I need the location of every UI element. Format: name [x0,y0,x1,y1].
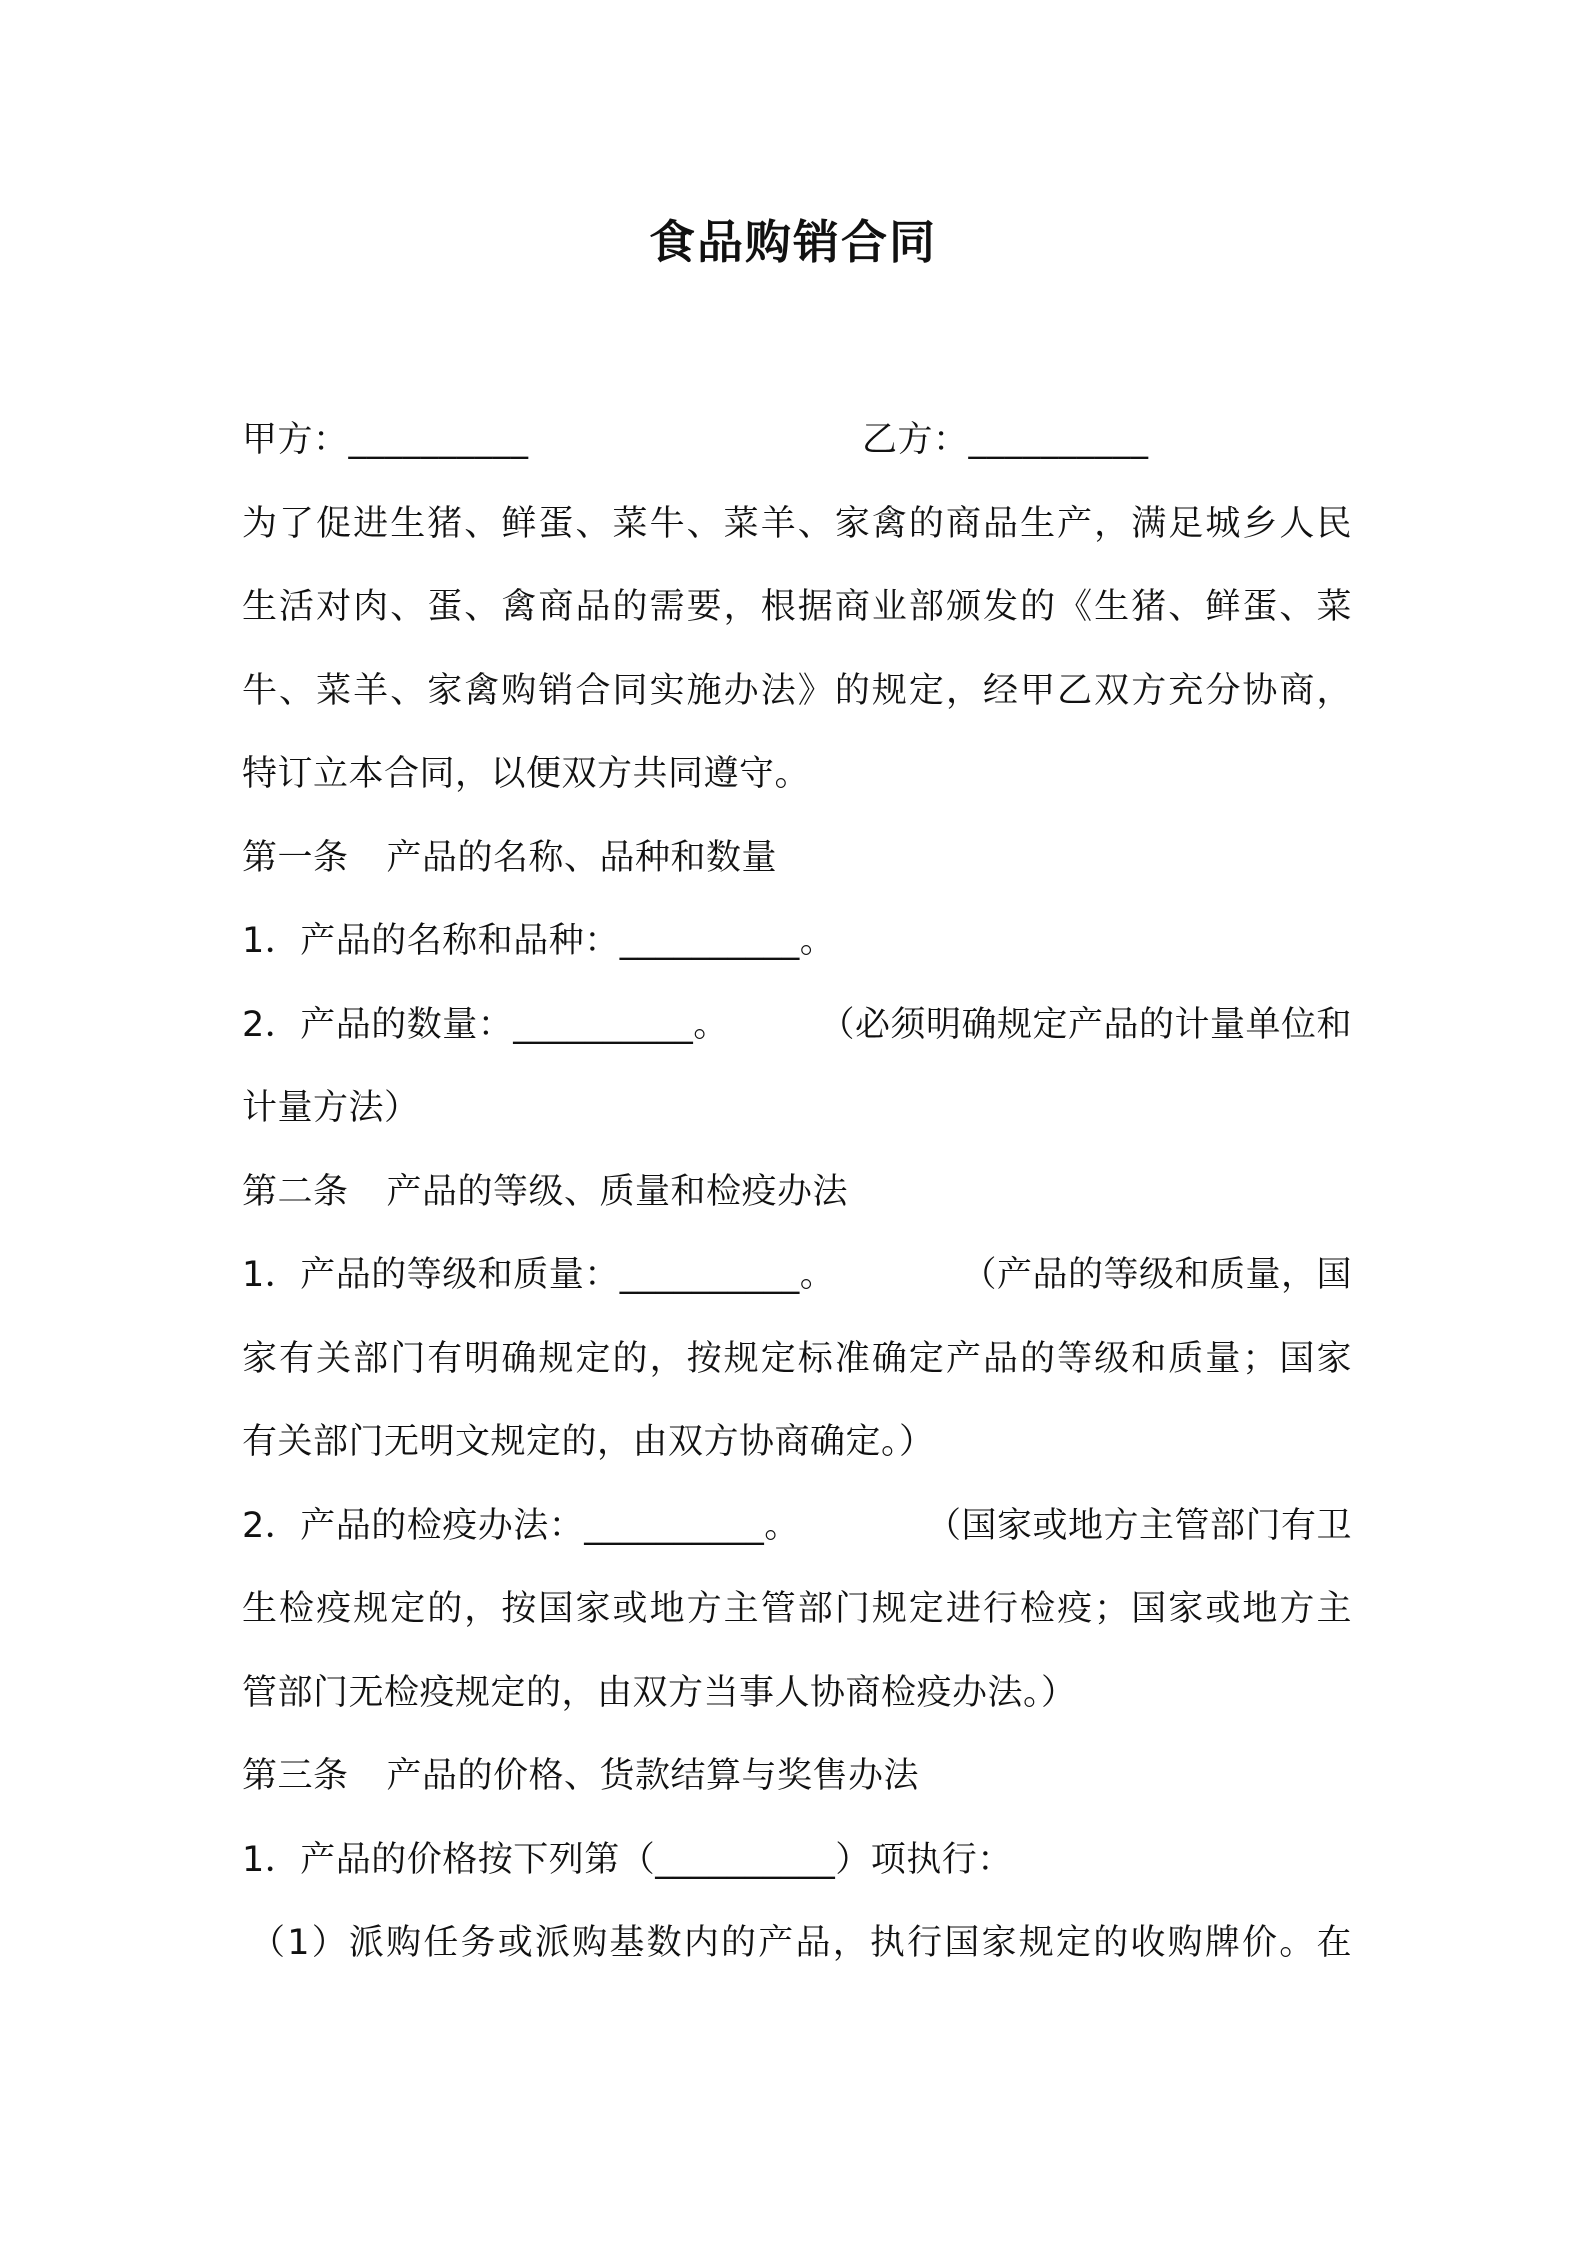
article-1-item-2-text: 2．产品的数量：__________。 [242,1004,729,1045]
article-2-item-1-note-cont-2: 有关部门无明文规定的，由双方协商确定。） [242,1422,935,1462]
article-1-number: 第一条 [242,837,349,878]
article-2-item-1 [242,1245,1352,1329]
intro-line-3: 牛、菜羊、家禽购销合同实施办法》的规定，经甲乙双方充分协商， [242,670,1352,711]
article-1-item-2-note: （必须明确规定产品的计量单位和 [819,1004,1352,1045]
parties-row [242,410,1352,494]
article-3-sub-item-1: （1）派购任务或派购基数内的产品，执行国家规定的收购牌价。在 [250,1923,1352,1963]
article-1-item-2 [242,995,1352,1079]
article-2-item-2-note-cont-2: 管部门无检疫规定的，由双方当事人协商检疫办法。） [242,1672,1077,1713]
article-2-item-1-note: （产品的等级和质量，国 [961,1255,1352,1295]
article-2-item-2-note-cont-1: 生检疫规定的，按国家或地方主管部门规定进行检疫；国家或地方主 [242,1589,1352,1629]
party-b-field: 乙方：__________ [862,420,1149,460]
article-2-item-1-text: 1．产品的等级和质量：__________。 [242,1255,836,1295]
article-3-heading [242,1746,1352,1830]
article-3-item-1: 1．产品的价格按下列第（__________）项执行： [242,1839,1013,1880]
document-title: 食品购销合同 [649,215,937,269]
intro-line-2: 生活对肉、蛋、禽商品的需要，根据商业部颁发的《生猪、鲜蛋、菜 [242,587,1352,627]
article-1-item-2-note-cont: 计量方法） [242,1088,420,1128]
document-body [242,410,1352,1997]
article-2-item-1-note-cont-1: 家有关部门有明确规定的，按规定标准确定产品的等级和质量；国家 [242,1338,1352,1379]
intro-line-1: 为了促进生猪、鲜蛋、菜牛、菜羊、家禽的商品生产，满足城乡人民 [242,503,1352,544]
intro-line-4: 特订立本合同，以便双方共同遵守。 [242,754,811,794]
party-a-field: 甲方：__________ [242,420,529,460]
article-3-title: 产品的价格、货款结算与奖售办法 [386,1756,920,1796]
article-1-heading [242,828,1352,912]
article-3-number: 第三条 [242,1756,349,1796]
article-2-item-2-text: 2．产品的检疫办法：__________。 [242,1505,800,1546]
article-2-title: 产品的等级、质量和检疫办法 [386,1171,849,1212]
article-2-heading [242,1162,1352,1246]
article-1-item-1: 1．产品的名称和品种：__________。 [242,921,836,961]
article-1-title: 产品的名称、品种和数量 [386,837,778,878]
article-2-item-2 [242,1496,1352,1580]
article-2-number: 第二条 [242,1171,349,1212]
article-2-item-2-note: （国家或地方主管部门有卫 [925,1505,1352,1546]
